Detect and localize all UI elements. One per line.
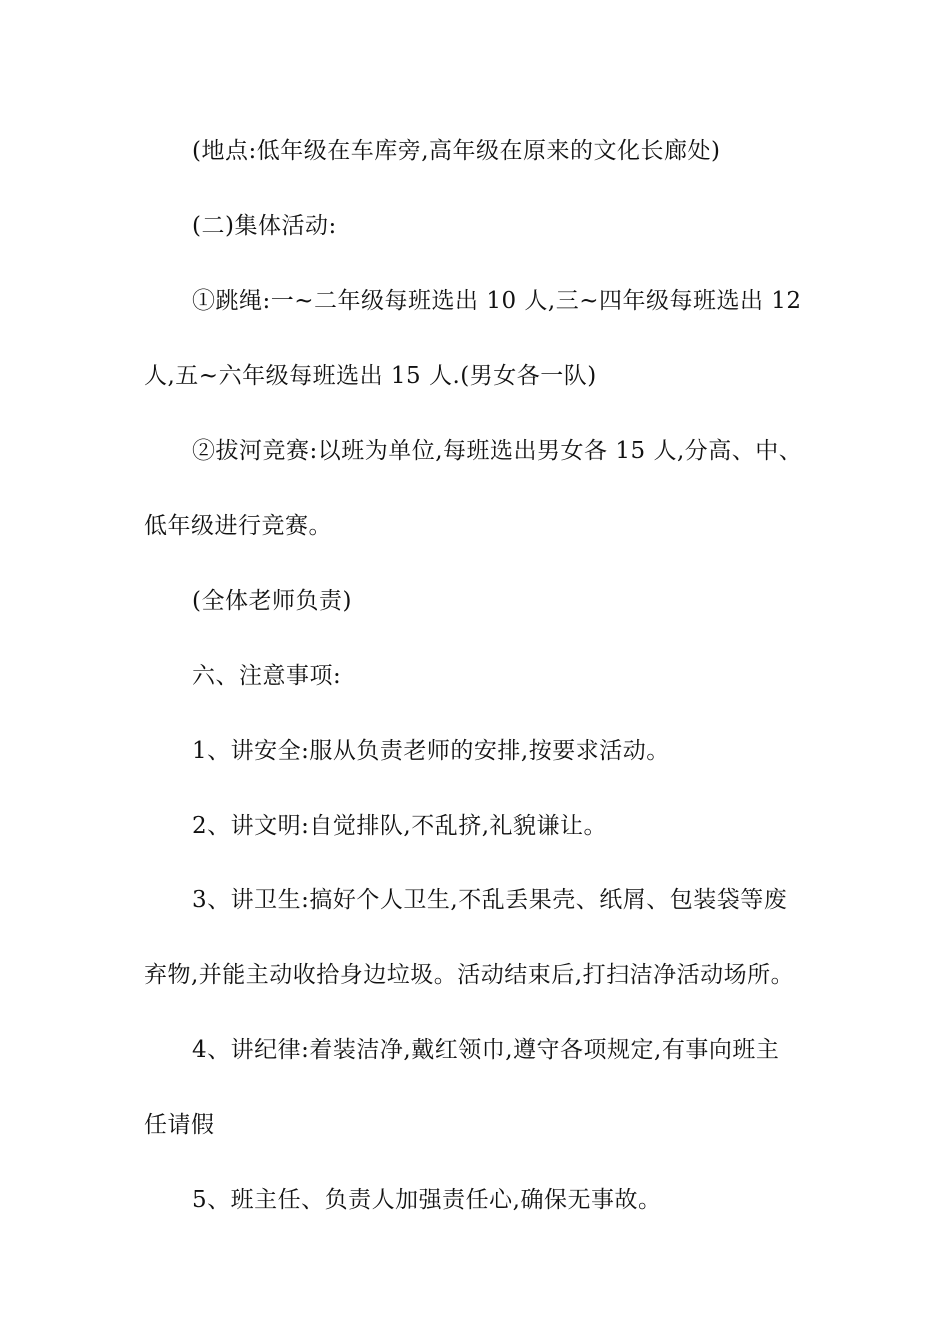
tug-of-war-paragraph-line-2: 低年级进行竞赛。 (144, 513, 332, 539)
precaution-item-safety: 1、讲安全:服从负责老师的安排,按要求活动。 (192, 738, 670, 764)
precaution-item-hygiene-line-1: 3、讲卫生:搞好个人卫生,不乱丢果壳、纸屑、包装袋等废 (192, 887, 788, 913)
precaution-item-responsibility: 5、班主任、负责人加强责任心,确保无事故。 (192, 1187, 662, 1213)
responsibility-note: (全体老师负责) (192, 588, 352, 614)
rope-skipping-paragraph-line-1: ①跳绳:一~二年级每班选出 10 人,三~四年级每班选出 12 (192, 288, 802, 314)
section-heading-precautions: 六、注意事项: (192, 663, 342, 689)
section-heading-group-activities: (二)集体活动: (192, 213, 337, 239)
precaution-item-discipline-line-1: 4、讲纪律:着装洁净,戴红领巾,遵守各项规定,有事向班主 (192, 1037, 780, 1063)
precaution-item-civility: 2、讲文明:自觉排队,不乱挤,礼貌谦让。 (192, 813, 608, 839)
rope-skipping-paragraph-line-2: 人,五~六年级每班选出 15 人.(男女各一队) (144, 363, 597, 389)
precaution-item-discipline-line-2: 任请假 (144, 1112, 215, 1138)
location-note: (地点:低年级在车库旁,高年级在原来的文化长廊处) (192, 138, 721, 164)
tug-of-war-paragraph-line-1: ②拔河竞赛:以班为单位,每班选出男女各 15 人,分高、中、 (192, 438, 803, 464)
precaution-item-hygiene-line-2: 弃物,并能主动收拾身边垃圾。活动结束后,打扫洁净活动场所。 (144, 962, 795, 988)
